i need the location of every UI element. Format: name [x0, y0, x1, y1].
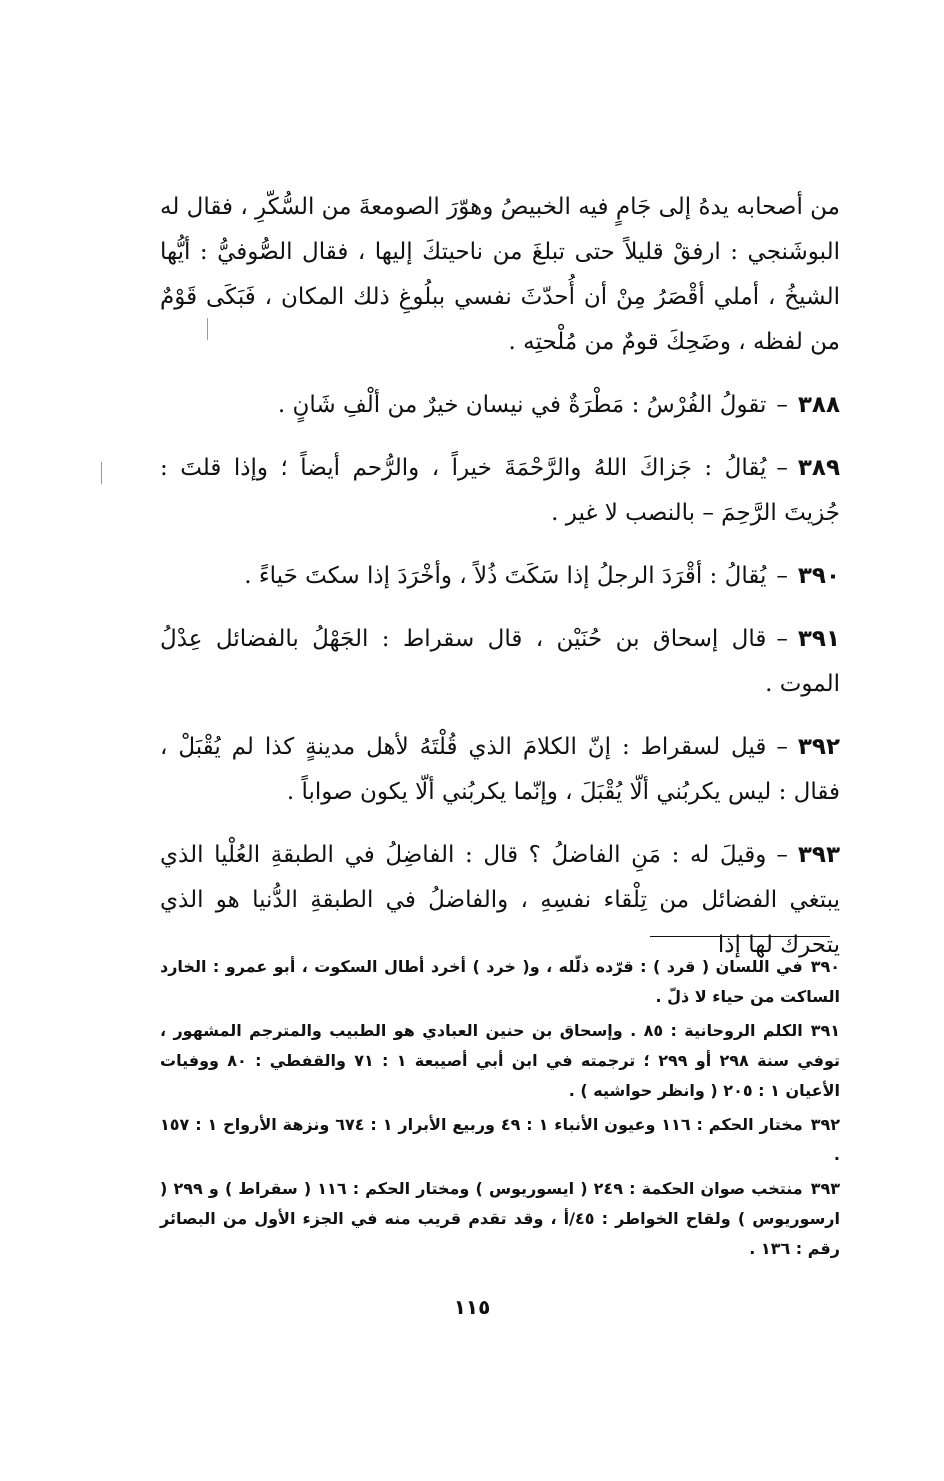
- entry-391: [160, 617, 840, 707]
- page-number: ١١٥: [453, 1295, 491, 1319]
- footnote-393: [160, 1174, 840, 1264]
- entry-393: [160, 833, 840, 968]
- footnote-text: الكلم الروحانية : ٨٥ . وإسحاق بن حنين العبادي هو الطبيب والمترجم المشهور ، توفي سنة ٢٩٨ أو ٢٩٩ ؛ ترجمته في ابن أبي أصيبعة ١ : ٧١ والقفطي : ٨٠ ووفيات الأعيان ١ : ٢٠٥ ( وانظر حواشيه ) .: [160, 1021, 841, 1100]
- entry-number: ٣٨٨: [797, 392, 840, 418]
- footnotes: [160, 952, 840, 1268]
- footnote-390: [160, 952, 840, 1012]
- entry-number: ٣٨٩: [797, 455, 840, 481]
- footnote-number: ٣٩٣: [810, 1179, 840, 1198]
- footnote-number: ٣٩١: [810, 1021, 841, 1040]
- entry-text: يُقالُ : جَزاكَ اللهُ والرَّحْمَةَ خيراً ، والرُّحم أيضاً ؛ وإذا قلتَ : جُزيتَ الرَّحِمَ – بالنصب لا غير .: [160, 455, 840, 526]
- entry-dash: –: [776, 626, 788, 652]
- entry-text: تقولُ الفُرْسُ : مَطْرَةٌ في نيسان خيرٌ من ألْفِ شَانٍ .: [277, 392, 767, 418]
- footnote-text: في اللسان ( قرد ) : قرّده ذلّله ، و( خرد ) أخرد أطال السكوت ، أبو عمرو : الخارد الساكت من حياء لا ذلّ .: [160, 957, 840, 1006]
- margin-mark: [101, 462, 102, 484]
- entry-388: [160, 383, 840, 428]
- entry-dash: –: [776, 842, 788, 868]
- entry-390: [160, 554, 840, 599]
- entry-text: قال إسحاق بن حُنَيْن ، قال سقراط : الجَهْلُ بالفضائل عِدْلُ الموت .: [160, 626, 840, 697]
- margin-mark: [207, 318, 208, 340]
- entry-392: [160, 725, 840, 815]
- footnote-separator: [650, 936, 830, 937]
- footnote-391: [160, 1016, 840, 1106]
- entry-dash: –: [776, 734, 788, 760]
- entry-dash: –: [776, 392, 788, 418]
- entry-text: يُقالُ : أقْرَدَ الرجلُ إذا سَكَتَ ذُلاً ، وأخْرَدَ إذا سكتَ حَياءً .: [244, 563, 767, 589]
- footnote-text: منتخب صوان الحكمة : ٢٤٩ ( ايسوريوس ) ومختار الحكم : ١١٦ ( سقراط ) و ٢٩٩ ( ارسوريوس ) ولقاح الخواطر : ٤٥/أ ، وقد تقدم قريب منه في الجزء الأول من البصائر رقم : ١٣٦ .: [160, 1179, 841, 1258]
- entry-number: ٣٩٣: [797, 842, 840, 868]
- entry-number: ٣٩١: [797, 626, 840, 652]
- footnote-text: مختار الحكم : ١١٦ وعيون الأنباء ١ : ٤٩ وربيع الأبرار ١ : ٦٧٤ ونزهة الأرواح ١ : ١٥٧ .: [160, 1115, 840, 1164]
- footnote-392: [160, 1110, 840, 1170]
- entry-number: ٣٩٠: [797, 563, 840, 589]
- entry-dash: –: [776, 455, 788, 481]
- entry-text: قيل لسقراط : إنّ الكلامَ الذي قُلْتَهُ لأهل مدينةٍ كذا لم يُقْبَلْ ، فقال : ليس يكربُني ألّا يُقْبَلَ ، وإنّما يكربُني ألّا يكون صواباً .: [160, 734, 840, 805]
- footnote-number: ٣٩٠: [810, 957, 840, 976]
- main-text: [160, 185, 840, 986]
- entry-dash: –: [776, 563, 788, 589]
- entry-389: [160, 446, 840, 536]
- entry-text: وقيلَ له : مَنِ الفاضلُ ؟ قال : الفاضِلُ في الطبقةِ العُلْيا الذي يبتغي الفضائل من تِلْقاء نفسِهِ ، والفاضلُ في الطبقةِ الدُّنيا هو الذي يتحرك لها إذا: [160, 842, 840, 958]
- footnote-number: ٣٩٢: [810, 1115, 841, 1134]
- entry-number: ٣٩٢: [797, 734, 840, 760]
- intro-paragraph: من أصحابه يدهُ إلى جَامٍ فيه الخبيصُ وهوّرَ الصومعةَ من السُّكّرِ ، فقال له البوشَنجي : ارفقْ قليلاً حتى تبلغَ من ناحيتكَ إليها ، فقال الصُّوفيُّ : أيُّها الشيخُ ، أملي أقْصَرُ مِنْ أن أُحدّثَ نفسي ببلُوغِ ذلك المكان ، فَبَكَى قَوْمٌ من لفظه ، وضَحِكَ قومٌ من مُلْحتِه .: [160, 194, 840, 355]
